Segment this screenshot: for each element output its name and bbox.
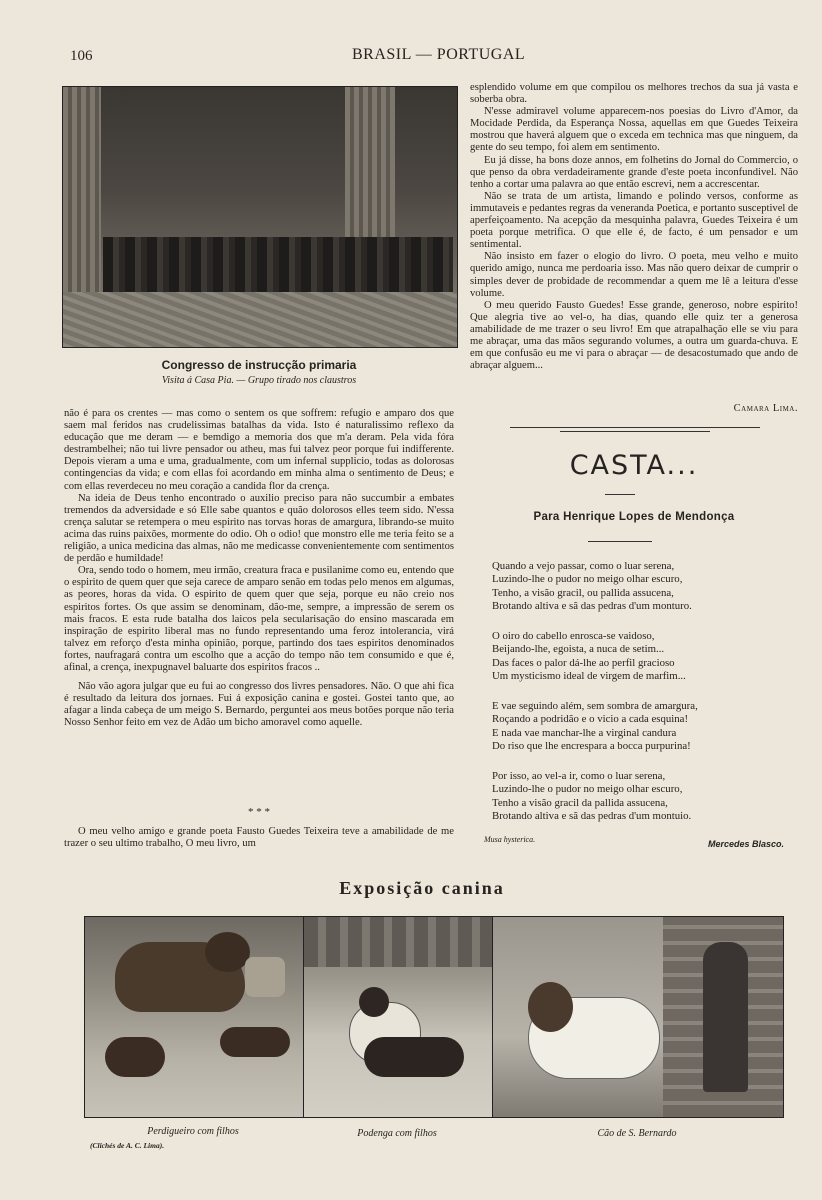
poem-line: Beijando-lhe, egoista, a nuca de setim... [492, 643, 665, 656]
poem-title: CASTA... [569, 450, 699, 481]
poem-stanza-3 [492, 700, 798, 754]
basket [245, 957, 285, 997]
dedication-rule [588, 541, 652, 542]
puppy-right [220, 1027, 290, 1057]
saint-bernard-head [528, 982, 573, 1032]
kennel-fence [304, 917, 492, 967]
left-paragraph-3: Ora, sendo todo o homem, meu irmão, creatura fraca e pusilanime como eu, entendo que o espirito de quem quer que seja carece de amparo senão em todas pelo menos em algumas, as peores, horas da vida. O espirito de quem quer que seja, porque eu não creio nos espiritos fortes. Os que assim se denominam, dão-me, sempre, a impressão de serem os mais fracos. E esta rude batalha dos laicos pela secularisação do ensino mascarada em inspiração de espirito liberal mas no fundo representando uma feroz intolerancia, virá talvez em reforço d'esta minha opinião, porque, partindo dos taes espiritos denominados fortes, naufragará contra um escolho que a acção do tempo não tem consumido e que é, afinal, a crença, inexpugnavel baluarte dos espiritos fracos .. [64, 565, 454, 673]
poem-stanza-4 [492, 770, 798, 824]
poem-line: Tenho a visão gracil da pallida assucena, [492, 796, 668, 809]
exposition-title: Exposição canina [339, 878, 505, 898]
photo-pointer-with-pups [84, 916, 304, 1118]
poem-line: O oiro do cabello enrosca-se vaidoso, [492, 630, 655, 642]
poem-line: Um mysticismo ideal de virgem de marfim... [492, 670, 686, 683]
page-number: 106 [70, 48, 93, 64]
poem-line: E nada vae manchar-lhe a virginal candura [492, 726, 677, 739]
poem-note: Musa hysterica. [484, 835, 536, 844]
right-paragraph-3: Eu já disse, ha bons doze annos, em folhetins do Jornal do Commercio, o que penso da obra verdadeiramente grande d'este poeta inconfundivel. Não tenho a cortar uma palavra ao que então escrevi, nem a accrescentar. [470, 154, 798, 190]
right-paragraph-2: N'esse admiravel volume apparecem-nos poesias do Livro d'Amor, da Mocidade Perdida, da Esperança Nossa, aquellas em que Guedes Teixeira mostrou que haverá alguem que o exceda em technica mas que ninguem, da gente do seu tempo, foi alem em sentimento. [470, 106, 798, 154]
photo-saint-bernard [492, 916, 784, 1118]
cloister-pillar-left [63, 87, 101, 297]
caption-podenga: Podenga com filhos [357, 1128, 437, 1139]
left-paragraph-1: não é para os crentes — mas como o sentem os que soffrem: refugio e amparo dos que saem mal feridos nas crudelissimas batalhas da vida. Isto é naturalissimo reflexo da educação que me deram — e bemdigo a memoria dos que m'a deram. Pela vida fóra destrambelhei; não tui livre pensador ou atheu, mas fui talvez peor porque fui indifferente. Depois vieram a uma e uma, gradualmente, com um infernal supplicio, todas as dolorosas contingencias da vida; e com ellas foi acordando em minha alma o sentimento de Deus; e com ellas reverdeceu no meu coração a candida flor da crença. [64, 408, 454, 492]
poem-line: Quando a vejo passar, como o luar serena, [492, 560, 675, 572]
article-signature: Camara Lima. [733, 403, 798, 414]
puppies-left [105, 1037, 165, 1077]
poem-stanza-1 [492, 560, 798, 614]
right-paragraph-6: O meu querido Fausto Guedes! Esse grande, generoso, nobre espirito! Que alegria tive ao vel-o, ha dias, quando elle quiz ter a generosa amabilidade de me trazer o seu livro! Em que atrapalhação elle se viu para me abraçar, uma das mãos segurando volumes, a outra um guarda-chuva. E em que confusão eu me vi para o abraçar — de desacostumado que ando de abraçar alguem... [470, 299, 798, 372]
left-paragraph-2: Na ideia de Deus tenho encontrado o auxilio preciso para não succumbir a embates tremendos da adversidade e só Elle sabe quantos e quão dolorosos elles teem sido. N'essa crença salutar se retempera o meu espirito nas torvas horas de amargura, librando-se muito acima das ruins paixões, mormente do odio. Oh o odio! que monstro elle me teria feito se a religião, a unica medicina das almas, não me medicasse convenientemente com sentimentos de perdão e humildade! [64, 492, 454, 565]
podenga-head [359, 987, 389, 1017]
poem-line: Luzindo-lhe o pudor no meigo olhar escuro, [492, 573, 683, 586]
left-column [64, 408, 454, 729]
poem-line: E vae seguindo além, sem sombra de amargura, [492, 700, 698, 712]
section-stars: * * * [248, 806, 270, 818]
poem-line: Brotando altiva e sã das pedras d'um monturo. [492, 600, 692, 613]
poem-line: Do riso que lhe encrespara a bocca purpurina! [492, 740, 691, 753]
right-paragraph-1: esplendido volume em que compilou os melhores trechos da sua já vasta e soberba obra. [470, 82, 798, 106]
poem-line: Roçando a podridão e o vicio a cada esquina! [492, 713, 689, 726]
running-head: BRASIL — PORTUGAL [352, 46, 526, 63]
poem-author: Mercedes Blasco. [707, 839, 784, 849]
poem-line: Brotando altiva e sã das pedras d'um montuio. [492, 810, 692, 823]
photo-podenga-with-pups [303, 916, 493, 1118]
pointer-dog-head [205, 932, 250, 972]
poem-line: Luzindo-lhe o pudor no meigo olhar escuro, [492, 783, 683, 796]
podenga-pups [364, 1037, 464, 1077]
caption-pointer: Perdigueiro com filhos [147, 1126, 239, 1137]
handler-figure [703, 942, 748, 1092]
caption-saint-bernard: Cão de S. Bernardo [597, 1128, 677, 1139]
congress-group-photo [62, 86, 458, 348]
poem-line: Tenho, a visão gracil, ou pallida assucena, [492, 586, 674, 599]
left-last-paragraph [64, 826, 454, 850]
poem-dedication: Para Henrique Lopes de Mendonça [533, 511, 735, 523]
poem-line: Das faces o palor dá-lhe ao perfil gracioso [492, 656, 675, 669]
left-paragraph-4: Não vão agora julgar que eu fui ao congresso dos livres pensadores. Não. O que ahi fica é resultado da leitura dos jornaes. Fui á exposição canina e gostei. Gostei tanto que, ao afagar a linda cabeça de um meigo S. Bernardo, perguntei aos meus botões porque não teria Nosso Senhor feito em vez de Adão um bicho amoravel como aquelle. [64, 681, 454, 729]
photo-caption-subtitle: Visita á Casa Pia. — Grupo tirado nos claustros [161, 375, 357, 386]
right-column [470, 82, 798, 372]
poem-line: Por isso, ao vel-a ir, como o luar serena, [492, 770, 666, 782]
photo-caption-title: Congresso de instrucção primaria [161, 358, 357, 372]
poem-stanza-2 [492, 630, 798, 684]
right-paragraph-5: Não insisto em fazer o elogio do livro. O poeta, meu velho e muito querido amigo, nunca me perdoaria isso. Mas não quero deixar de cumprir o simples dever de probidade de recommendar a quem me lê a leitura d'esse volume. [470, 251, 798, 299]
cloister-garden [63, 292, 457, 347]
divider-rule-top [510, 427, 760, 428]
left-last-text: O meu velho amigo e grande poeta Fausto Guedes Teixeira teve a amabilidade de me trazer o seu ultimo trabalho, O meu livro, um [64, 826, 454, 850]
right-paragraph-4: Não se trata de um artista, limando e polindo versos, conforme as immutaveis e pedantes regras da veneranda Poetica, e portanto susceptivel de aperfeiçoamento. Na acepção da mesquinha palavra, Guedes Teixeira é um poeta porque metrifica. O que elle é, de facto, é um pensador e um sentimental. [470, 190, 798, 251]
divider-rule-short [560, 431, 710, 432]
photo-credit: (Clichés de A. C. Lima). [90, 1141, 165, 1150]
title-ornament-rule [605, 494, 635, 495]
